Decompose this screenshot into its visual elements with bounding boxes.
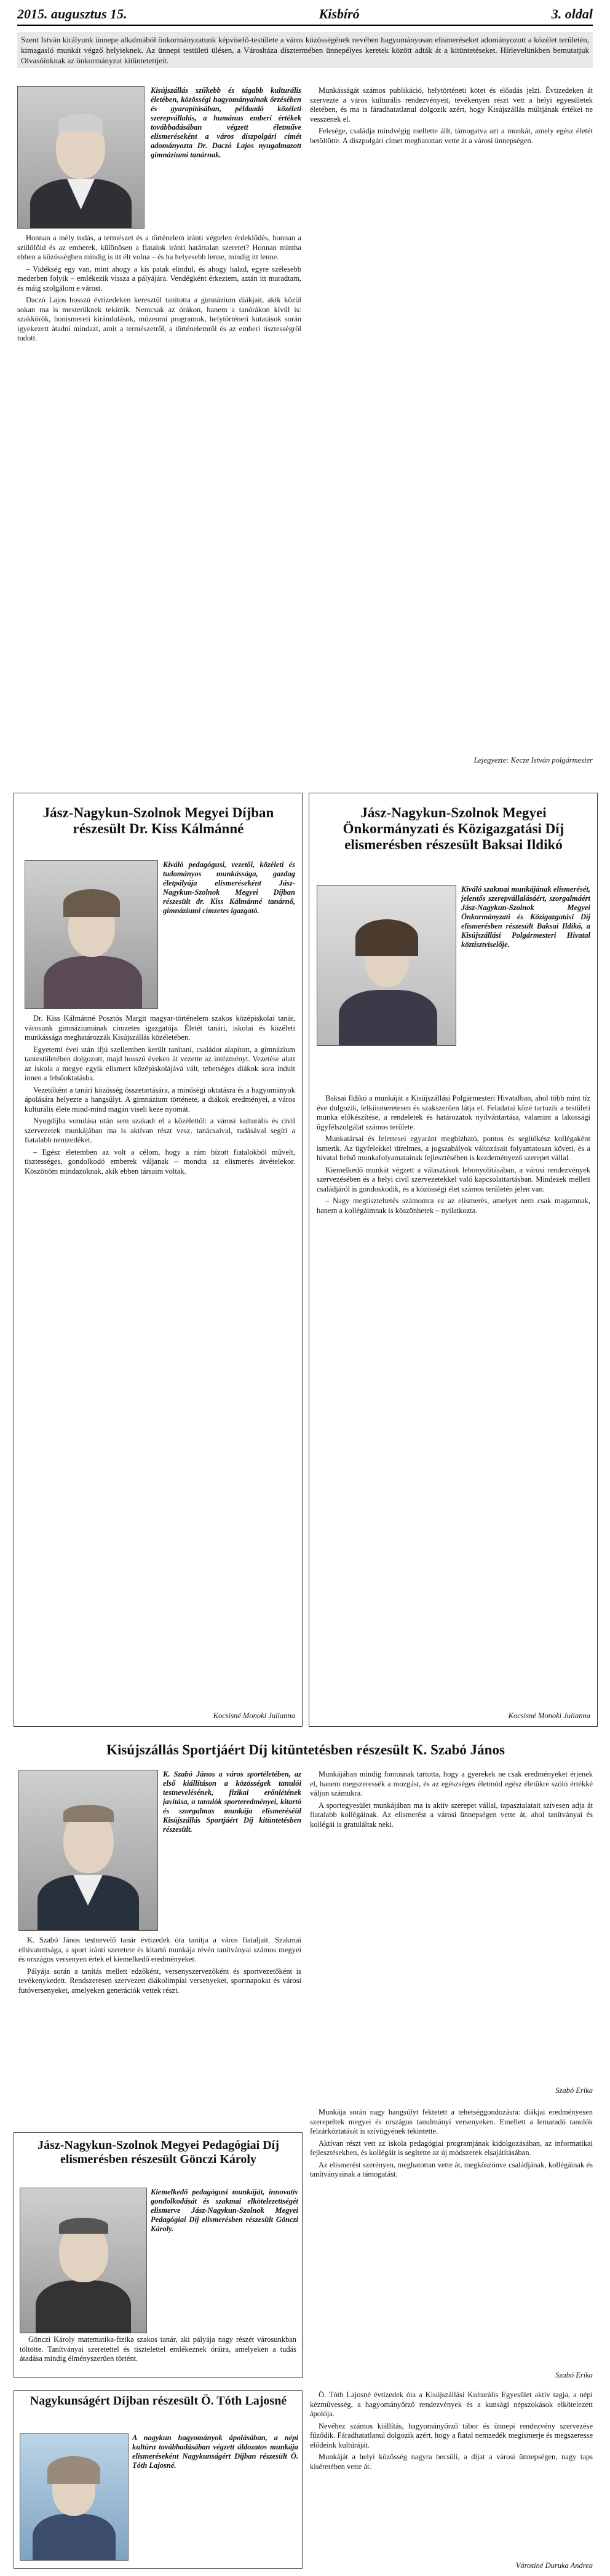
- article4-paragraph: Pályája során a tanítás mellett edzőként, versenyszervezőként és sportvezetőként is tevékenykedett. Rendszeresen szervezett diákolimpiai versenyeket, sportnapokat és városi futóversenyeket, amelyeken generációk vettek részt.: [18, 1966, 301, 1995]
- intro-text: Szent István királyunk ünnepe alkalmából önkormányzatunk képviselő-testülete a város közösségének nevében hagyományosan elismeréseket adományozott a közélet területén, kimagasló munkát végző helyieknek. Az ünnepi testületi ülésen, a Városháza dísztermében ünnepélyes keretek között adták át a kitüntetéseket. Hírlevelünkben bemutatjuk Olvasóinknak az önkormányzat kitüntetettjeit.: [17, 32, 593, 68]
- portrait-szabo-photo: [18, 1770, 158, 1931]
- article4-byline: Szabó Erika: [555, 2086, 593, 2095]
- article1-paragraph: Honnan a mély tudás, a természet és a történelem iránti végtelen érdeklődés, honnan a szülőföld és az emberek, különösen a fiatalok iránti határtalan szeretet? Honnan mintha ebben a közösségben mindig is itt élt volna – és ha helyesebb lenne, mindig itt lenne.: [17, 234, 301, 261]
- article4-headline: Kisújszállás Sportjáért Díj kitüntetésben részesült K. Szabó János: [106, 1742, 505, 1757]
- article2-body: [25, 1014, 295, 1708]
- article6-lead: A nagykun hagyományok ápolásában, a népi kultúra továbbadásában végzett áldozatos munkája elismeréseként Nagykunságért Díjban részesült Ö. Tóth Lajosné.: [132, 2433, 298, 2470]
- article3-paragraph: – Nagy megtiszteltetés számomra ez az elismerés, amelyet nem csak magamnak, hanem a kollégáimnak is köszönhetek – nyilatkozta.: [317, 1196, 590, 1215]
- article4-body-right: [310, 1770, 593, 2077]
- portrait-daczo-photo: [17, 86, 145, 229]
- portrait-baksai-photo: [317, 885, 456, 1046]
- article5-paragraph: Munkája során nagy hangsúlyt fektetett a tehetséggondozásra: diákjai eredményesen szerepeltek megyei és országos tanulmányi versenyeken. Emellett a lemaradó tanulók felzárkóztatását is szívügyének tekintette.: [310, 2108, 593, 2135]
- article3-paragraph: Baksai Ildikó a munkáját a Kisújszállási Polgármesteri Hivatalban, ahol több mint tíz éve dolgozik, lelkiismeretesen és szakszerűen látja el. Feladatai közé tartozik a testületi munka előkészítése, a rendeletek és határozatok nyilvántartása, valamint a lakossági ügyfélszolgálat számos területe.: [317, 1094, 590, 1131]
- article2-paragraph: Nyugdíjba vonulása után sem szakadt el a közélettől: a városi kulturális és civil szervezetek munkájában ma is aktívan részt vesz, tanácsaival, tudásával segíti a fiatalabb nemzedéket.: [25, 1117, 295, 1144]
- article1-lead: Kisújszállás szűkebb és tágabb kulturális életében, közösségi hagyományainak őrzésében és gyarapításában, példaadó közéleti szerepvállalás, a humánus emberi értékek továbbadásában végzett életműve elismeréseként a város díszpolgári címét adományozta Dr. Daczó Lajos nyugalmazott gimnáziumi tanárnak.: [151, 86, 301, 159]
- article4-paragraph: A sportegyesület munkájában ma is aktív szerepet vállal, tapasztalatait szívesen adja át fiatalabb kollégáinak. Az elismerést a városi ünnepségen vette át, ahol tanítványai és kollégái is gratuláltak neki.: [310, 1800, 593, 1829]
- article3-lead: Kiváló szakmai munkájának elismerését, jelentős szerepvállalásáért, szorgalmáért Jász-Nagykun-Szolnok Megyei Önkormányzati és Közigazgatási Díj elismerésben részesült Baksai Ildikó, a Kisújszállási Polgármesteri Hivatal köztisztviselője.: [461, 885, 590, 949]
- article4-paragraph: K. Szabó János testnevelő tanár évtizedek óta tanítja a város fiataljait. Szakmai elhivatottsága, a sport iránti szeretete és kitartó munkája révén tanítványai számos megyei és országos versenyen értek el kiemelkedő eredményeket.: [18, 1936, 301, 1963]
- article2-headline: Jász-Nagykun-Szolnok Megyei Díjban részesült Dr. Kiss Kálmánné: [42, 805, 274, 836]
- article4-lead: K. Szabó János a város sportéletében, az első kiállításon a közösségek tanulói testnevelésének, fizikai erőnlétének javítása, a tanulók sporteredményei, kitartó és szorgalmas munkája elismeréséül Kisújszállás Sportjáért Díj kitüntetésben részesült.: [163, 1770, 301, 1834]
- article1-body-left: [17, 234, 301, 774]
- article3-headline: Jász-Nagykun-Szolnok Megyei Önkormányzati és Közigazgatási Díj elismerésben részesült Baksai Ildikó: [343, 805, 564, 852]
- article5-byline: Szabó Erika: [555, 2371, 593, 2379]
- page-number: 3. oldal: [551, 6, 593, 22]
- newspaper-title: Kisbíró: [319, 6, 360, 22]
- article3-body: [317, 1094, 590, 1708]
- article3-paragraph: Kiemelkedő munkát végzett a választások lebonyolításában, a városi rendezvények szervezésében és a helyi civil szervezetekkel való kapcsolattartásban. Mindezek mellett családjáról is gondoskodik, és a közösségi élet számos területén jelen van.: [317, 1165, 590, 1193]
- article5-paragraph: Gönczi Károly matematika-fizika szakos tanár, aki pályája nagy részét városunkban töltötte. Tanítványai szeretettel és tisztelettel emlékeznek óráira, amelyeken a tudás átadása mindig élményszerűen történt.: [20, 2335, 296, 2363]
- running-head: [17, 6, 593, 26]
- article1-body-right: [310, 86, 593, 768]
- article6-headline: Nagykunságért Díjban részesült Ö. Tóth Lajosné: [30, 2394, 287, 2408]
- article6-paragraph: Munkáját a helyi közösség nagyra becsüli, a díjat a városi ünnepségen, nagy taps kíséretében vette át.: [310, 2452, 593, 2471]
- article1-paragraph: Daczó Lajos hosszú évtizedeken keresztül tanította a gimnázium diákjait, akik közül sokan ma is mesterüknek tekintik. Nemcsak az órákon, hanem a tanórákon kívül is: szakkörök, honismereti kirándulások, múzeumi programok, helytörténeti kutatások során igyekezett átadni mindazt, amit a természetről, a történelemről és az emberi tisztességről tudott.: [17, 296, 301, 342]
- portrait-kiss-photo: [25, 860, 158, 1009]
- article5-body-left: [20, 2335, 296, 2372]
- article2-paragraph: – Egész életemben az volt a célom, hogy a rám bízott fiatalokból művelt, tisztességes, gondolkodó emberek váljanak – mondta az elismerés átvételekor. Köszönöm mindazoknak, akik ebben társaim voltak.: [25, 1147, 295, 1176]
- article2-paragraph: Dr. Kiss Kálmánné Posztós Margit magyar-történelem szakos középiskolai tanár, városunk gimnáziumának címzetes igazgatója. Életét tanári, iskolai és közéleti munkássága meghatározzák Kisújszállás közéletében.: [25, 1014, 295, 1042]
- article1-paragraph: Felesége, családja mindvégig mellette állt, támogatva azt a munkát, amely egész életét betöltötte. A díszpolgári címet meghatottan vette át a városi ünnepségen.: [310, 127, 593, 145]
- article5-headline: Jász-Nagykun-Szolnok Megyei Pedagógiai Díj elismerésben részesült Gönczi Károly: [38, 2138, 279, 2166]
- article1-paragraph: – Vidékség egy van, mint ahogy a kis patak elindul, és ahogy halad, egyre szélesebb mederben folyik – emlékezik vissza a pályájára. Vendégként érkeztem, aztán itt maradtam, és máig szolgálom e várost.: [17, 264, 301, 293]
- article6-paragraph: Nevéhez számos kiállítás, hagyományőrző tábor és ünnepi rendezvény szervezése fűződik. Fáradhatatlanul dolgozik azért, hogy a fiatal nemzedék megismerje és megszeresse elődeink kultúráját.: [310, 2421, 593, 2449]
- article1-paragraph: Munkásságát számos publikáció, helytörténeti kötet és előadás jelzi. Évtizedeken át szervezte a város kulturális rendezvényeit, tevékenyen részt vett a helyi egyesületek életében, és ma is fáradhatatlanul dolgozik azért, hogy Kisújszállás múltjának értékei ne vesszenek el.: [310, 86, 593, 124]
- article2-lead: Kiváló pedagógusi, vezetői, közéleti és tudományos munkássága, gazdag életpályája elismeréseként Jász-Nagykun-Szolnok Megyei Díjban részesült dr. Kiss Kálmánné tanárnő, gimnáziumi címzetes igazgató.: [163, 860, 295, 915]
- article4-body-left: [18, 1936, 301, 2120]
- issue-date: 2015. augusztus 15.: [17, 6, 127, 22]
- article5-body-right: [310, 2108, 593, 2366]
- article2-paragraph: Egyetemi évei után ifjú szellemben került tanítani, családot alapított, a gimnázium tantestületében dolgozott, majd hosszú éveken át vezette az intézményt. Vezetése alatt az iskola a megye egyik elismert középiskolájává vált, tehetséges diákok sora indult innen a felsőoktatásba.: [25, 1045, 295, 1082]
- article5-paragraph: Aktívan részt vett az iskola pedagógiai programjának kidolgozásában, az informatikai fejlesztésekben, és kollégáit is segítette az új módszerek elsajátításában.: [310, 2138, 593, 2157]
- article1-byline: Lejegyezte: Kecze István polgármester: [473, 756, 593, 764]
- article6-paragraph: Ö. Tóth Lajosné évtizedek óta a Kisújszállási Kulturális Egyesület aktív tagja, a népi kézművesség, a hagyományőrző rendezvények és a kunsági népszokások elkötelezett ápolója.: [310, 2390, 593, 2418]
- article4-paragraph: Munkájában mindig fontosnak tartotta, hogy a gyerekek ne csak eredményeket érjenek el, hanem megszeressék a mozgást, és az egészséges életmód egész életükre szóló értékké váljon számukra.: [310, 1770, 593, 1797]
- article2-paragraph: Vezetőként a tanári közösség összetartására, a minőségi oktatásra és a hagyományok ápolására helyezte a hangsúlyt. A gimnázium története, a diákok eredményei, a város kulturális élete mind-mind magán viseli keze nyomát.: [25, 1085, 295, 1113]
- article3-paragraph: Munkatársai és felettesei egyaránt megbízható, pontos és segítőkész kollégaként ismerik. Az ügyfelekkel türelmes, a jogszabályok változásait folyamatosan követi, és a hivatal belső munkafolyamatainak fejlesztésében is kezdeményező szerepet vállal.: [317, 1134, 590, 1162]
- article2-byline: Kocsisné Monoki Julianna: [213, 1711, 295, 1720]
- article6-body: [310, 2390, 593, 2559]
- portrait-gonczi-photo: [20, 2188, 147, 2333]
- article6-byline: Városiné Duruka Andrea: [515, 2561, 593, 2570]
- article5-lead: Kiemelkedő pedagógusi munkáját, innovatív gondolkodását és szakmai elkötelezettségét elismerve Jász-Nagykun-Szolnok Megyei Pedagógiai Díj elismerésben részesült Gönczi Károly.: [151, 2188, 298, 2233]
- article3-byline: Kocsisné Monoki Julianna: [508, 1711, 590, 1720]
- portrait-toth-photo: [20, 2433, 129, 2561]
- article5-paragraph: Az elismerést szerényen, meghatottan vette át, megköszönve családjának, kollégáinak és tanítványainak a támogatást.: [310, 2160, 593, 2178]
